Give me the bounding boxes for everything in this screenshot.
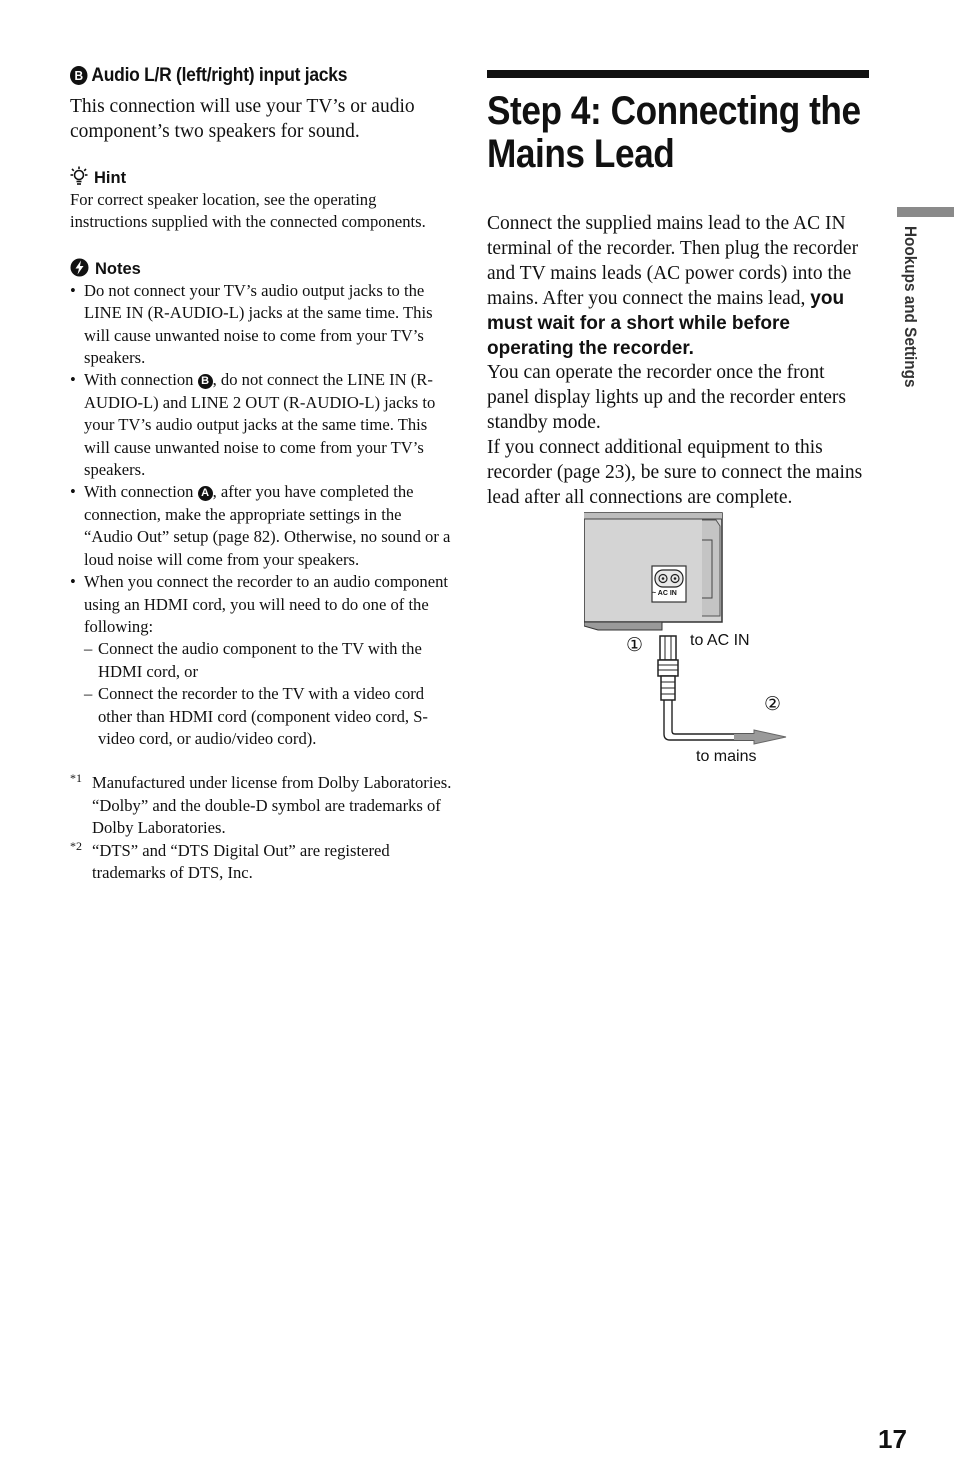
mains-connection-diagram — [584, 512, 794, 772]
footnote-text: “Dolby” and the double-D symbol are trademarks of Dolby Laboratories. — [92, 795, 441, 838]
section-body: This connection will use your TV’s or audio component’s two speakers for sound. — [70, 96, 415, 142]
note-text: With connection — [84, 482, 194, 502]
footnote-text: “DTS” and “DTS Digital Out” are registered trademarks of DTS, Inc. — [92, 840, 390, 882]
ac-in-terminal-label: ~ AC IN — [652, 590, 677, 597]
heading-rule — [487, 70, 869, 78]
section-title: Audio L/R (left/right) input jacks — [91, 65, 348, 86]
right-column — [487, 70, 869, 511]
step-1-marker: ① — [626, 635, 644, 656]
page-number: 17 — [878, 1424, 907, 1454]
instruction-paragraph — [487, 212, 869, 361]
paragraph-text: Connect the supplied mains lead to the AC IN terminal of the recorder. Then plug the recorder and TV mains leads (AC power cords) into the mains. After you connect the mains lead, — [487, 213, 859, 309]
note-item — [70, 280, 452, 370]
note-text: Do not connect your TV’s audio output jacks to the LINE IN (R-AUDIO-L) jacks at the same time. This will cause unwanted noise to come from your TV’s speakers. — [84, 280, 433, 368]
notes-list — [70, 280, 452, 751]
footnote-1 — [70, 772, 452, 839]
recorder-illustration — [584, 512, 794, 772]
to-ac-in-label: to AC IN — [690, 632, 750, 649]
left-column — [70, 62, 452, 884]
to-mains-label: to mains — [696, 748, 757, 765]
note-subitem: – Connect the audio component to the TV with the HDMI cord, or — [84, 638, 452, 683]
footnote-text: Manufactured under license from Dolby Laboratories. — [92, 773, 452, 793]
note-item — [70, 369, 452, 481]
note-subitem: – Connect the recorder to the TV with a video cord other than HDMI cord (component video cord, S-video cord, or audio/video cord). — [84, 683, 452, 750]
section-tab-label: Hookups and Settings — [901, 226, 920, 388]
note-text: , after you have completed the connection, make the appropriate settings in the “Audio Out” setup (page 82). Otherwise, no sound or a loud noise will come from your speakers. — [84, 482, 451, 569]
connection-b-badge: B — [70, 66, 87, 85]
note-text: With connection — [84, 370, 194, 390]
notes-title: Notes — [95, 259, 141, 278]
step-2-marker: ② — [764, 694, 782, 715]
note-sublist — [84, 638, 452, 750]
note-item — [70, 571, 452, 750]
hint-heading — [70, 166, 452, 189]
note-item — [70, 481, 452, 571]
instruction-paragraph: You can operate the recorder once the front panel display lights up and the recorder enters standby mode. — [487, 362, 847, 434]
note-text: When you connect the recorder to an audio component using an HDMI cord, you will need to do one of the following: — [84, 572, 449, 636]
footnote-marker: *1 — [70, 771, 82, 786]
note-text: , do not connect the LINE IN (R-AUDIO-L) and LINE 2 OUT (R-AUDIO-L) jacks to your TV’s audio output jacks at the same time. This will cause unwanted noise to come from your TV’s speakers. — [84, 370, 436, 480]
footnote-2 — [70, 840, 452, 885]
emphasis-text: you must wait for a short while before operating the recorder. — [487, 287, 845, 359]
footnote-marker: *2 — [70, 838, 82, 853]
lightbulb-icon — [70, 166, 88, 186]
notes-lightning-icon — [70, 258, 89, 277]
instruction-paragraph: If you connect additional equipment to this recorder (page 23), be sure to connect the mains lead after all connections are complete. — [487, 437, 863, 508]
section-tab-bar — [897, 207, 954, 217]
section-heading — [70, 62, 421, 90]
connection-b-badge: B — [198, 374, 213, 389]
footnotes — [70, 772, 452, 884]
hint-title: Hint — [94, 169, 127, 187]
connection-a-badge: A — [198, 486, 213, 501]
hint-body: For correct speaker location, see the operating instructions supplied with the connected components. — [70, 190, 426, 232]
notes-heading — [70, 258, 452, 280]
page-title: Step 4: Connecting the Mains Lead — [487, 89, 861, 176]
